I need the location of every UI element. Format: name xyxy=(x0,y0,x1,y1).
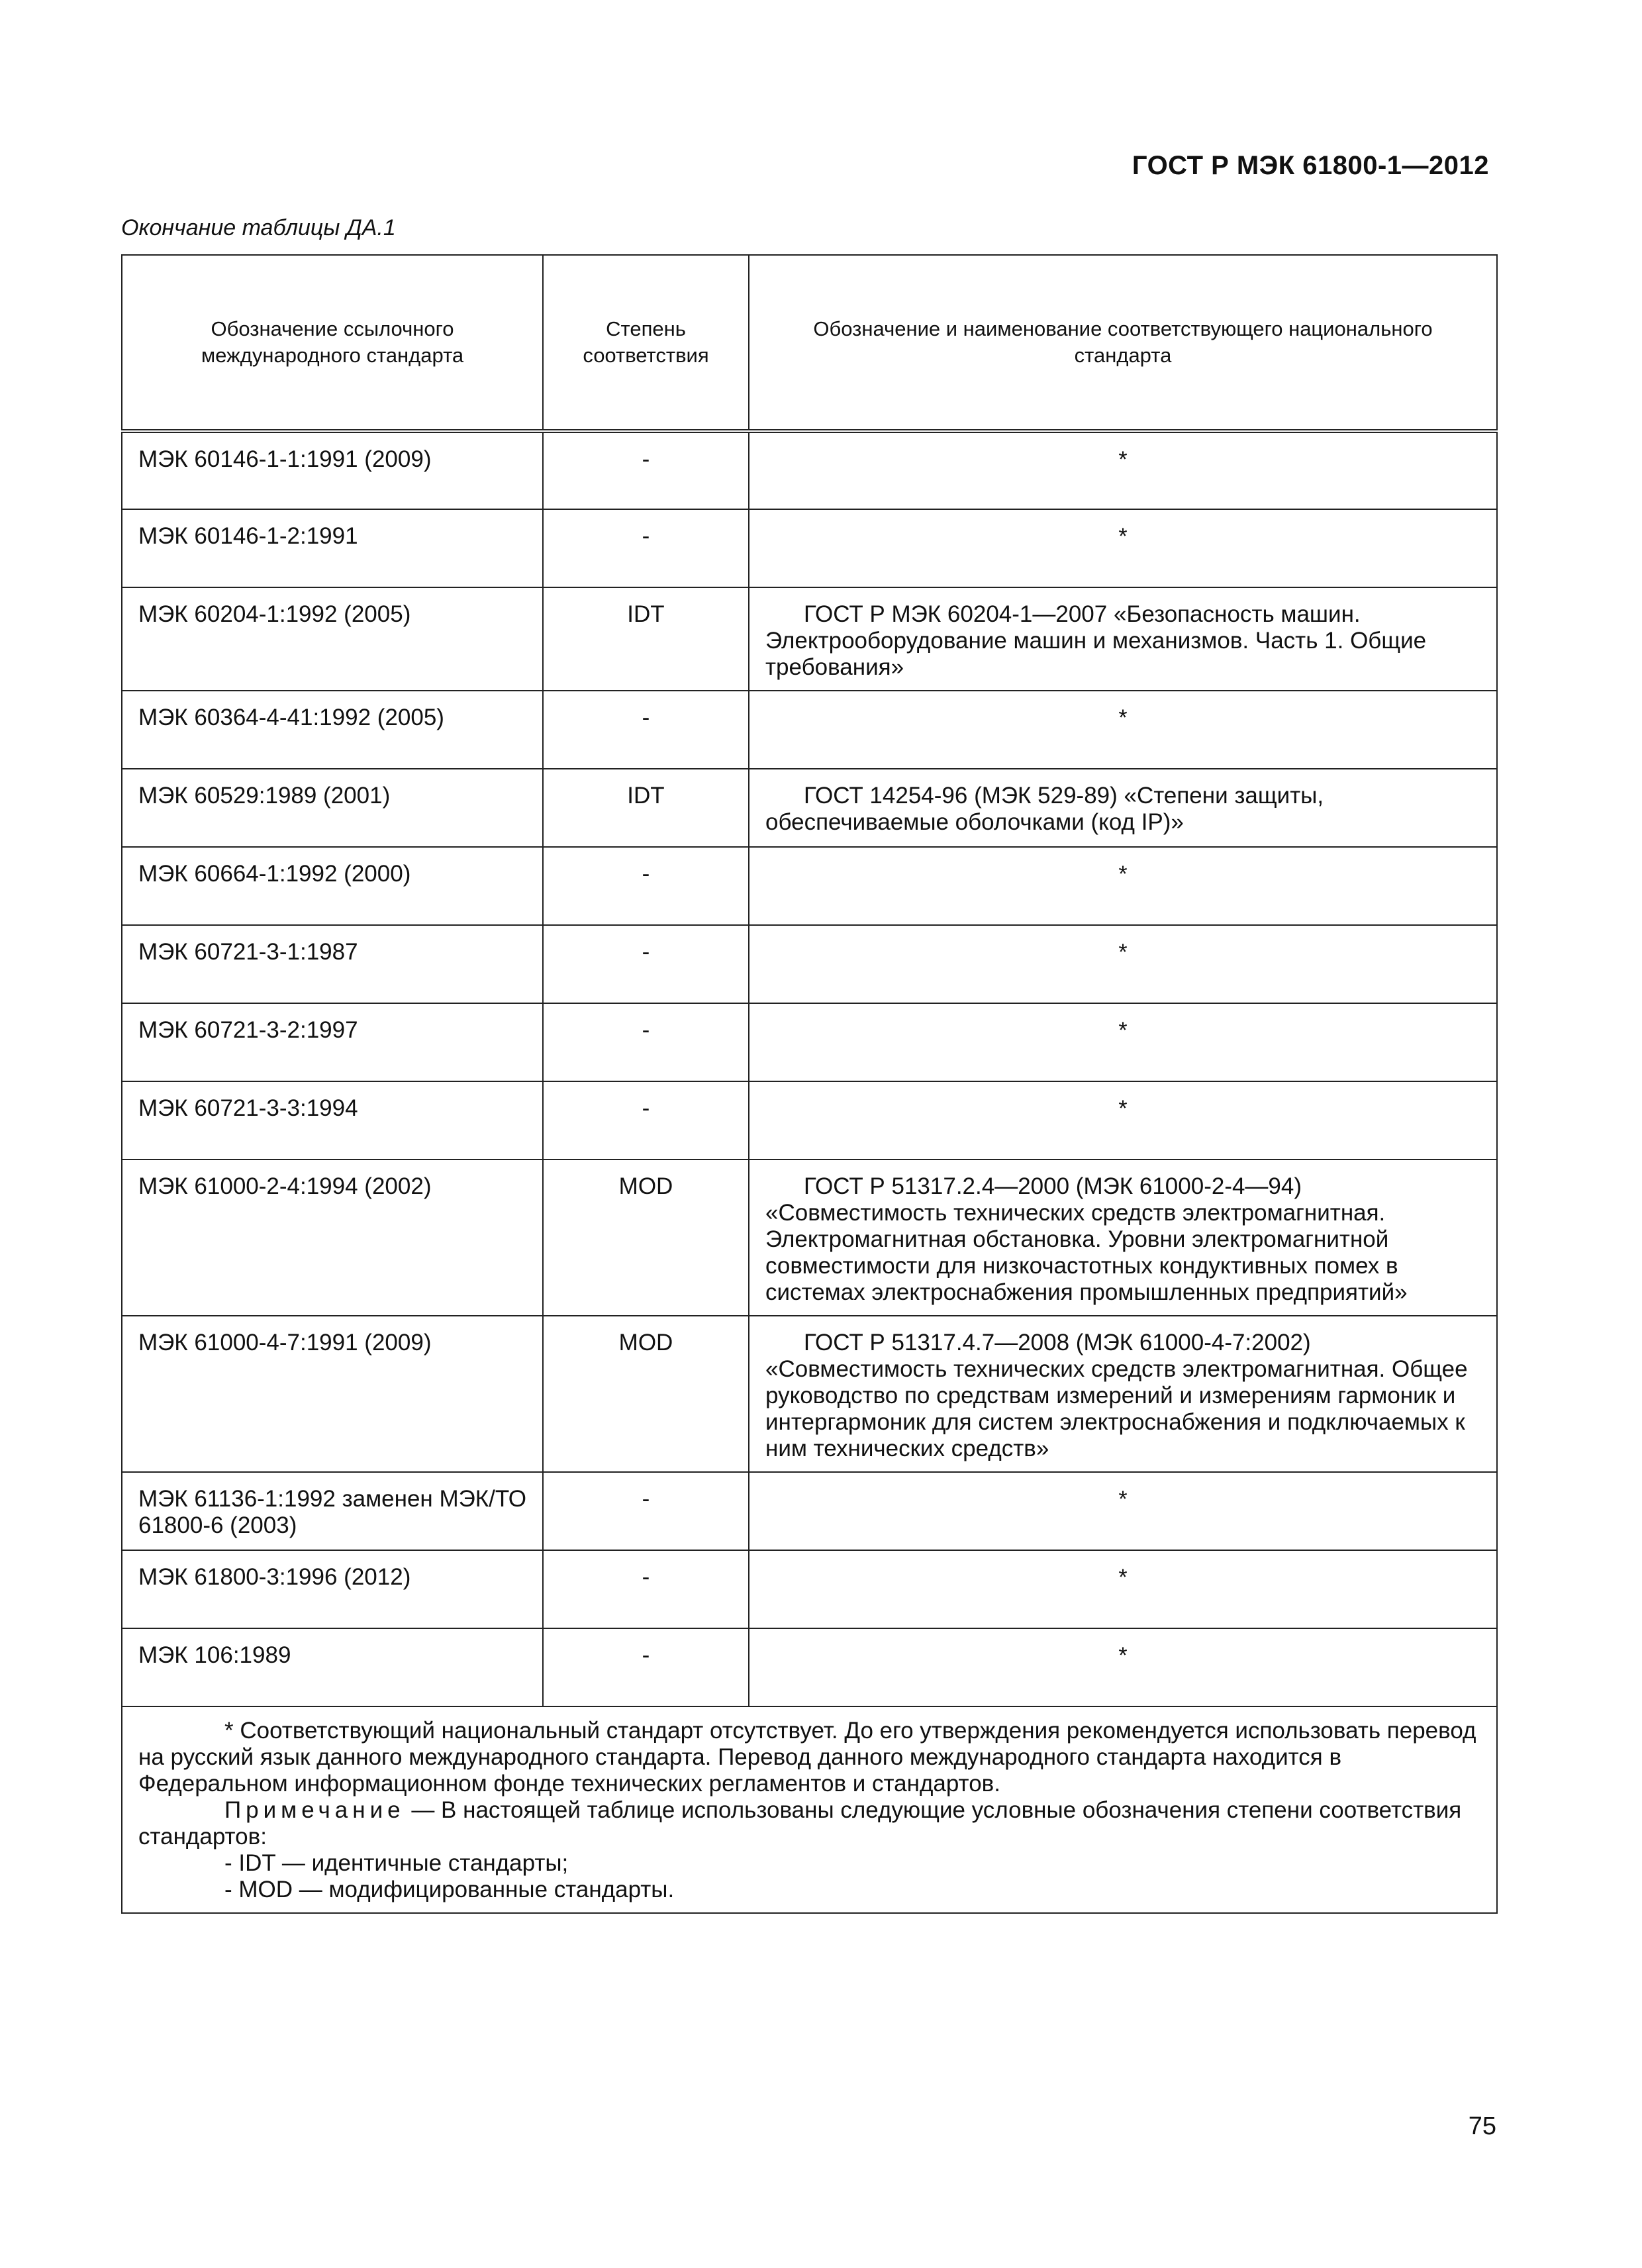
degree-cell: - xyxy=(543,1472,749,1550)
reference-cell: МЭК 60204-1:1992 (2005) xyxy=(122,587,543,691)
degree-cell: IDT xyxy=(543,769,749,847)
degree-cell: - xyxy=(543,691,749,769)
absent-mark: * xyxy=(1118,940,1128,965)
absent-mark: * xyxy=(1118,1643,1128,1668)
national-cell: ГОСТ Р МЭК 60204-1—2007 «Безопасность машин. Электрооборудование машин и механизмов. Часть 1. Общие требования» xyxy=(749,587,1497,691)
document-code: ГОСТ Р МЭК 61800-1—2012 xyxy=(1132,151,1489,180)
table-row xyxy=(122,509,1497,587)
degree-cell: MOD xyxy=(543,1316,749,1472)
note-text: — В настоящей таблице использованы следующие условные обозначения степени соответствия стандартов: xyxy=(138,1797,1462,1849)
table-footnote xyxy=(122,1706,1497,1913)
national-cell xyxy=(749,1628,1497,1706)
absent-mark: * xyxy=(1118,1487,1128,1512)
reference-cell: МЭК 60721-3-1:1987 xyxy=(122,925,543,1003)
reference-cell: МЭК 60364-4-41:1992 (2005) xyxy=(122,691,543,769)
legend-idt: - IDT — идентичные стандарты; xyxy=(224,1850,569,1876)
table-row xyxy=(122,1081,1497,1159)
table-row xyxy=(122,1003,1497,1081)
table-row xyxy=(122,925,1497,1003)
national-cell xyxy=(749,691,1497,769)
table-row xyxy=(122,1550,1497,1628)
reference-cell: МЭК 60721-3-2:1997 xyxy=(122,1003,543,1081)
table-row xyxy=(122,587,1497,691)
degree-cell: - xyxy=(543,1081,749,1159)
reference-cell: МЭК 60664-1:1992 (2000) xyxy=(122,847,543,925)
page-number: 75 xyxy=(1468,2112,1496,2140)
note-label: Примечание xyxy=(224,1797,405,1823)
reference-cell: МЭК 61136-1:1992 заменен МЭК/ТО 61800-6 (2003) xyxy=(122,1472,543,1550)
degree-cell: - xyxy=(543,925,749,1003)
absent-mark: * xyxy=(1118,705,1128,730)
table-header-row xyxy=(122,255,1497,431)
absent-mark: * xyxy=(1118,1018,1128,1043)
table-row xyxy=(122,847,1497,925)
table-row xyxy=(122,1472,1497,1550)
national-cell xyxy=(749,1472,1497,1550)
national-cell: ГОСТ 14254-96 (МЭК 529-89) «Степени защиты, обеспечиваемые оболочками (код IP)» xyxy=(749,769,1497,847)
table-row xyxy=(122,431,1497,509)
degree-cell: - xyxy=(543,1628,749,1706)
header-reference-standard: Обозначение ссылочного международного стандарта xyxy=(122,255,543,431)
table-caption: Окончание таблицы ДА.1 xyxy=(121,215,396,240)
reference-cell: МЭК 61000-2-4:1994 (2002) xyxy=(122,1159,543,1316)
reference-cell: МЭК 60146-1-1:1991 (2009) xyxy=(122,431,543,509)
national-cell xyxy=(749,1081,1497,1159)
absent-mark: * xyxy=(1118,1565,1128,1590)
table-row xyxy=(122,691,1497,769)
degree-cell: - xyxy=(543,847,749,925)
national-cell xyxy=(749,1003,1497,1081)
reference-cell: МЭК 60146-1-2:1991 xyxy=(122,509,543,587)
absent-standard-footnote: * Соответствующий национальный стандарт отсутствует. До его утверждения рекомендуется использовать перевод на русский язык данного международного стандарта. Перевод данного международного стандарта находится в Федеральном информационном фонде технических регламентов и стандартов. xyxy=(138,1718,1476,1797)
absent-mark: * xyxy=(1118,862,1128,887)
degree-cell: MOD xyxy=(543,1159,749,1316)
national-cell xyxy=(749,509,1497,587)
national-cell: ГОСТ Р 51317.2.4—2000 (МЭК 61000-2-4—94) «Совместимость технических средств электромагнитная. Электромагнитная обстановка. Уровни электромагнитной совместимости для низкочастотных кондуктивных помех в системах электроснабжения промышленных предприятий» xyxy=(749,1159,1497,1316)
table-row xyxy=(122,1316,1497,1472)
degree-cell: - xyxy=(543,431,749,509)
legend-mod: - MOD — модифицированные стандарты. xyxy=(224,1877,675,1902)
degree-cell: IDT xyxy=(543,587,749,691)
table-row xyxy=(122,769,1497,847)
reference-cell: МЭК 61000-4-7:1991 (2009) xyxy=(122,1316,543,1472)
reference-cell: МЭК 60529:1989 (2001) xyxy=(122,769,543,847)
national-cell xyxy=(749,847,1497,925)
header-compliance-degree: Степень соответствия xyxy=(543,255,749,431)
standards-table xyxy=(121,254,1498,1914)
table-footnote-row xyxy=(122,1706,1497,1913)
degree-cell: - xyxy=(543,1550,749,1628)
header-national-standard: Обозначение и наименование соответствующего национального стандарта xyxy=(749,255,1497,431)
absent-mark: * xyxy=(1118,447,1128,472)
national-cell xyxy=(749,925,1497,1003)
reference-cell: МЭК 60721-3-3:1994 xyxy=(122,1081,543,1159)
national-cell xyxy=(749,431,1497,509)
table-row xyxy=(122,1628,1497,1706)
absent-mark: * xyxy=(1118,524,1128,549)
reference-cell: МЭК 106:1989 xyxy=(122,1628,543,1706)
absent-mark: * xyxy=(1118,1096,1128,1121)
national-cell xyxy=(749,1550,1497,1628)
note-paragraph xyxy=(138,1797,1480,1850)
reference-cell: МЭК 61800-3:1996 (2012) xyxy=(122,1550,543,1628)
degree-cell: - xyxy=(543,1003,749,1081)
table-row xyxy=(122,1159,1497,1316)
national-cell: ГОСТ Р 51317.4.7—2008 (МЭК 61000-4-7:2002) «Совместимость технических средств электромагнитная. Общее руководство по средствам измерений и измерениям гармоник и интергармоник для систем электроснабжения и подключаемых к ним технических средств» xyxy=(749,1316,1497,1472)
degree-cell: - xyxy=(543,509,749,587)
